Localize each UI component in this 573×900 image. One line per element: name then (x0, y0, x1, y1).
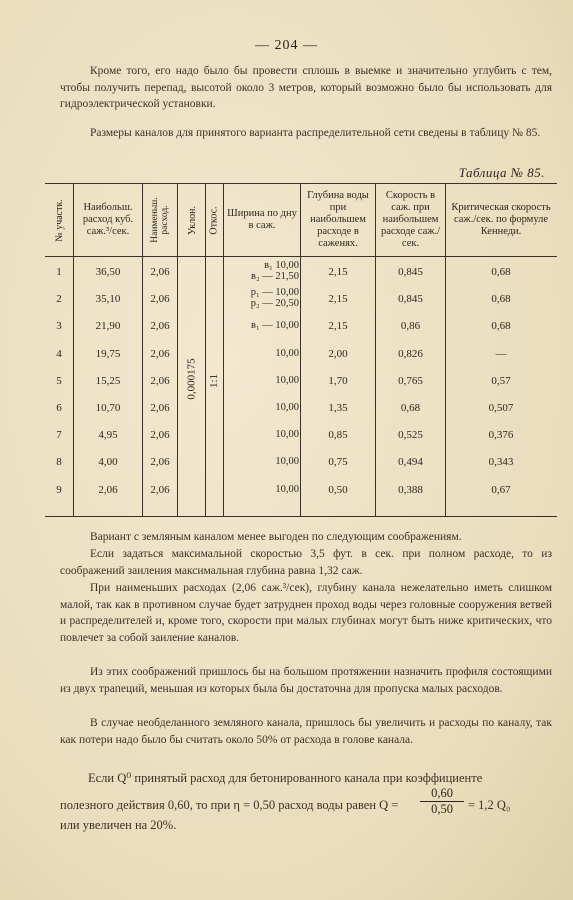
cell-critical: 0,68 (491, 320, 511, 333)
cell-min-flow: 2,06 (150, 402, 170, 414)
cell-num: 1 (56, 266, 62, 278)
cell-width-line-1: р₁ — 10,00 (250, 287, 299, 299)
header-speed: Скорость в саж. при наибольшем расходе саж./сек. (380, 190, 441, 249)
cell-critical: 0,343 (488, 456, 514, 469)
header-slope: Уклон. (186, 205, 198, 235)
cell-min-flow: 2,06 (150, 266, 170, 278)
cell-speed: 0,845 (398, 266, 423, 278)
cell-min-flow: 2,06 (150, 429, 170, 442)
paragraph-4: Если задаться максимальной скоростью 3,5 фут. в сек. при полном расходе, то из соображений заиления максимальная глубина равна 1,32 саж. (60, 548, 552, 577)
cell-num: 6 (56, 402, 62, 414)
cell-num: 5 (56, 374, 62, 387)
cell-num: 4 (56, 347, 62, 360)
cell-max-flow: 15,25 (95, 374, 121, 387)
header-bank: Откос. (208, 205, 220, 235)
cell-width-line-1: 10,00 (275, 483, 299, 495)
cell-critical: 0,507 (488, 402, 514, 414)
cell-speed: 0,86 (400, 320, 421, 333)
cell-num: 3 (56, 320, 62, 333)
cell-num: 8 (56, 456, 62, 469)
header-max-flow: Наибольш. расход куб. саж.³/сек. (82, 202, 134, 237)
cell-width-line-1: в₁ — 10,00 (251, 320, 299, 332)
cell-width-line-1: 10,00 (275, 402, 299, 413)
cell-depth: 0,75 (328, 456, 348, 469)
fraction-numerator: 0,60 (420, 786, 464, 802)
paragraph-8-line-2: полезного действия 0,60, то при η = 0,50 расход воды равен Q = (60, 798, 399, 812)
paragraph-7: В случае необделанного земляного канала, пришлось бы увеличить и расходы по каналу, так как потери надо было бы считать около 50% от расхода в голове канала. (60, 717, 552, 746)
header-width: Ширина по дну в саж. (227, 208, 297, 231)
paragraph-8-line-1: Если Q⁰ принятый расход для бетонированного канала при коэффициенте (88, 771, 483, 785)
cell-width (227, 260, 299, 282)
cell-max-flow: 35,10 (95, 293, 121, 306)
merged-bank-value: 1:1 (208, 373, 220, 389)
merged-slope-value: 0,000175 (186, 358, 198, 400)
header-num: № участк. (53, 198, 65, 242)
fraction-denominator: 0,50 (431, 802, 453, 816)
table-caption: Таблица № 85. (458, 165, 545, 180)
cell-width (227, 429, 299, 440)
fraction-result: = 1,2 Q₀ (468, 798, 511, 812)
intro-paragraph-2: Размеры каналов для принятого варианта распределительной сети сведены в таблицу № 85. (90, 127, 541, 139)
cell-width-line-1: 10,00 (275, 429, 299, 441)
cell-speed: 0,826 (398, 347, 423, 360)
intro-paragraph-1: Кроме того, его надо было бы провести сплошь в выемке и значительно углубить с тем, чтобы получить перепад, высотой около 3 метров, который возможно было бы использовать для гидроэлектрической установки. (60, 65, 552, 110)
cell-width-line-1: 10,00 (275, 374, 299, 386)
cell-min-flow: 2,06 (150, 293, 170, 306)
cell-critical: 0,57 (491, 374, 511, 387)
cell-min-flow: 2,06 (150, 347, 170, 360)
cell-max-flow: 19,75 (95, 347, 121, 360)
cell-speed: 0,68 (400, 402, 421, 414)
cell-depth: 2,00 (328, 347, 348, 360)
page-number: — 204 — (255, 38, 318, 53)
cell-width-line-2: р₂ — 20,50 (250, 298, 299, 310)
cell-min-flow: 2,06 (150, 374, 170, 387)
cell-width-line-1: 10,00 (275, 456, 299, 468)
cell-max-flow: 2,06 (98, 483, 118, 496)
cell-min-flow: 2,06 (150, 483, 170, 496)
cell-depth: 1,35 (328, 402, 348, 414)
cell-depth: 1,70 (328, 374, 348, 387)
cell-width (227, 375, 299, 386)
cell-width-line-2: в₂ — 21,50 (251, 271, 299, 282)
header-depth: Глубина воды при наибольшем расходе в саженях. (307, 190, 369, 249)
cell-depth: 2,15 (328, 266, 348, 278)
cell-critical: 0,376 (488, 429, 514, 442)
paragraph-6: Из этих соображений пришлось бы на большом протяжении назначить профиля состоящими из двух трапеций, меньшая из которых была бы достаточна для пропуска малых расходов. (60, 666, 552, 695)
header-critical: Критическая скорость саж./сек. по формуле Кеннеди. (451, 202, 551, 237)
cell-critical: 0,68 (491, 266, 511, 278)
cell-width (227, 484, 299, 495)
paragraph-5: При наименьших расходах (2,06 саж.³/сек), глубину канала нежелательно иметь слишком малой, так как в противном случае будет затруднен проход воды через головные сооружения ветвей и распределителей и, кроме того, скорости при малых глубинах могут быть ниже критических, что повлечет за собой заиление каналов. (60, 582, 552, 644)
col-divider (73, 184, 74, 516)
col-divider (223, 184, 224, 516)
cell-width (227, 456, 299, 467)
cell-speed: 0,845 (398, 293, 423, 306)
cell-depth: 0,85 (328, 429, 348, 442)
col-divider (375, 184, 376, 516)
data-table (45, 183, 557, 517)
cell-speed: 0,494 (398, 456, 423, 469)
paragraph-3: Вариант с земляным каналом менее выгоден по следующим соображениям. (90, 531, 462, 543)
cell-max-flow: 4,00 (98, 456, 118, 469)
col-divider (177, 184, 178, 516)
cell-min-flow: 2,06 (150, 320, 170, 333)
cell-width-line-1: 10,00 (275, 347, 299, 359)
cell-depth: 0,50 (328, 483, 348, 496)
paragraph-8-line-3: или увеличен на 20%. (60, 818, 177, 832)
cell-critical: — (495, 347, 507, 360)
cell-max-flow: 4,95 (98, 429, 118, 442)
cell-width (227, 320, 299, 331)
cell-width (227, 348, 299, 359)
fraction (420, 786, 464, 817)
col-divider (300, 184, 301, 516)
cell-depth: 2,15 (328, 320, 348, 333)
cell-speed: 0,525 (398, 429, 423, 442)
cell-critical: 0,67 (491, 483, 511, 496)
cell-depth: 2,15 (328, 293, 348, 306)
cell-max-flow: 21,90 (95, 320, 121, 333)
cell-max-flow: 36,50 (95, 266, 121, 278)
cell-width (227, 287, 299, 309)
cell-speed: 0,765 (398, 374, 423, 387)
cell-num: 2 (56, 293, 62, 306)
cell-width-line-1: в₁ 10,00 (264, 260, 299, 271)
cell-speed: 0,388 (398, 483, 423, 496)
col-divider (142, 184, 143, 516)
cell-min-flow: 2,06 (150, 456, 170, 469)
cell-critical: 0,68 (491, 293, 511, 306)
cell-max-flow: 10,70 (95, 402, 121, 414)
cell-num: 7 (56, 429, 62, 442)
col-divider (445, 184, 446, 516)
cell-width (227, 402, 299, 413)
cell-num: 9 (56, 483, 62, 496)
header-min-flow: Наименьш. расход. (150, 197, 170, 243)
